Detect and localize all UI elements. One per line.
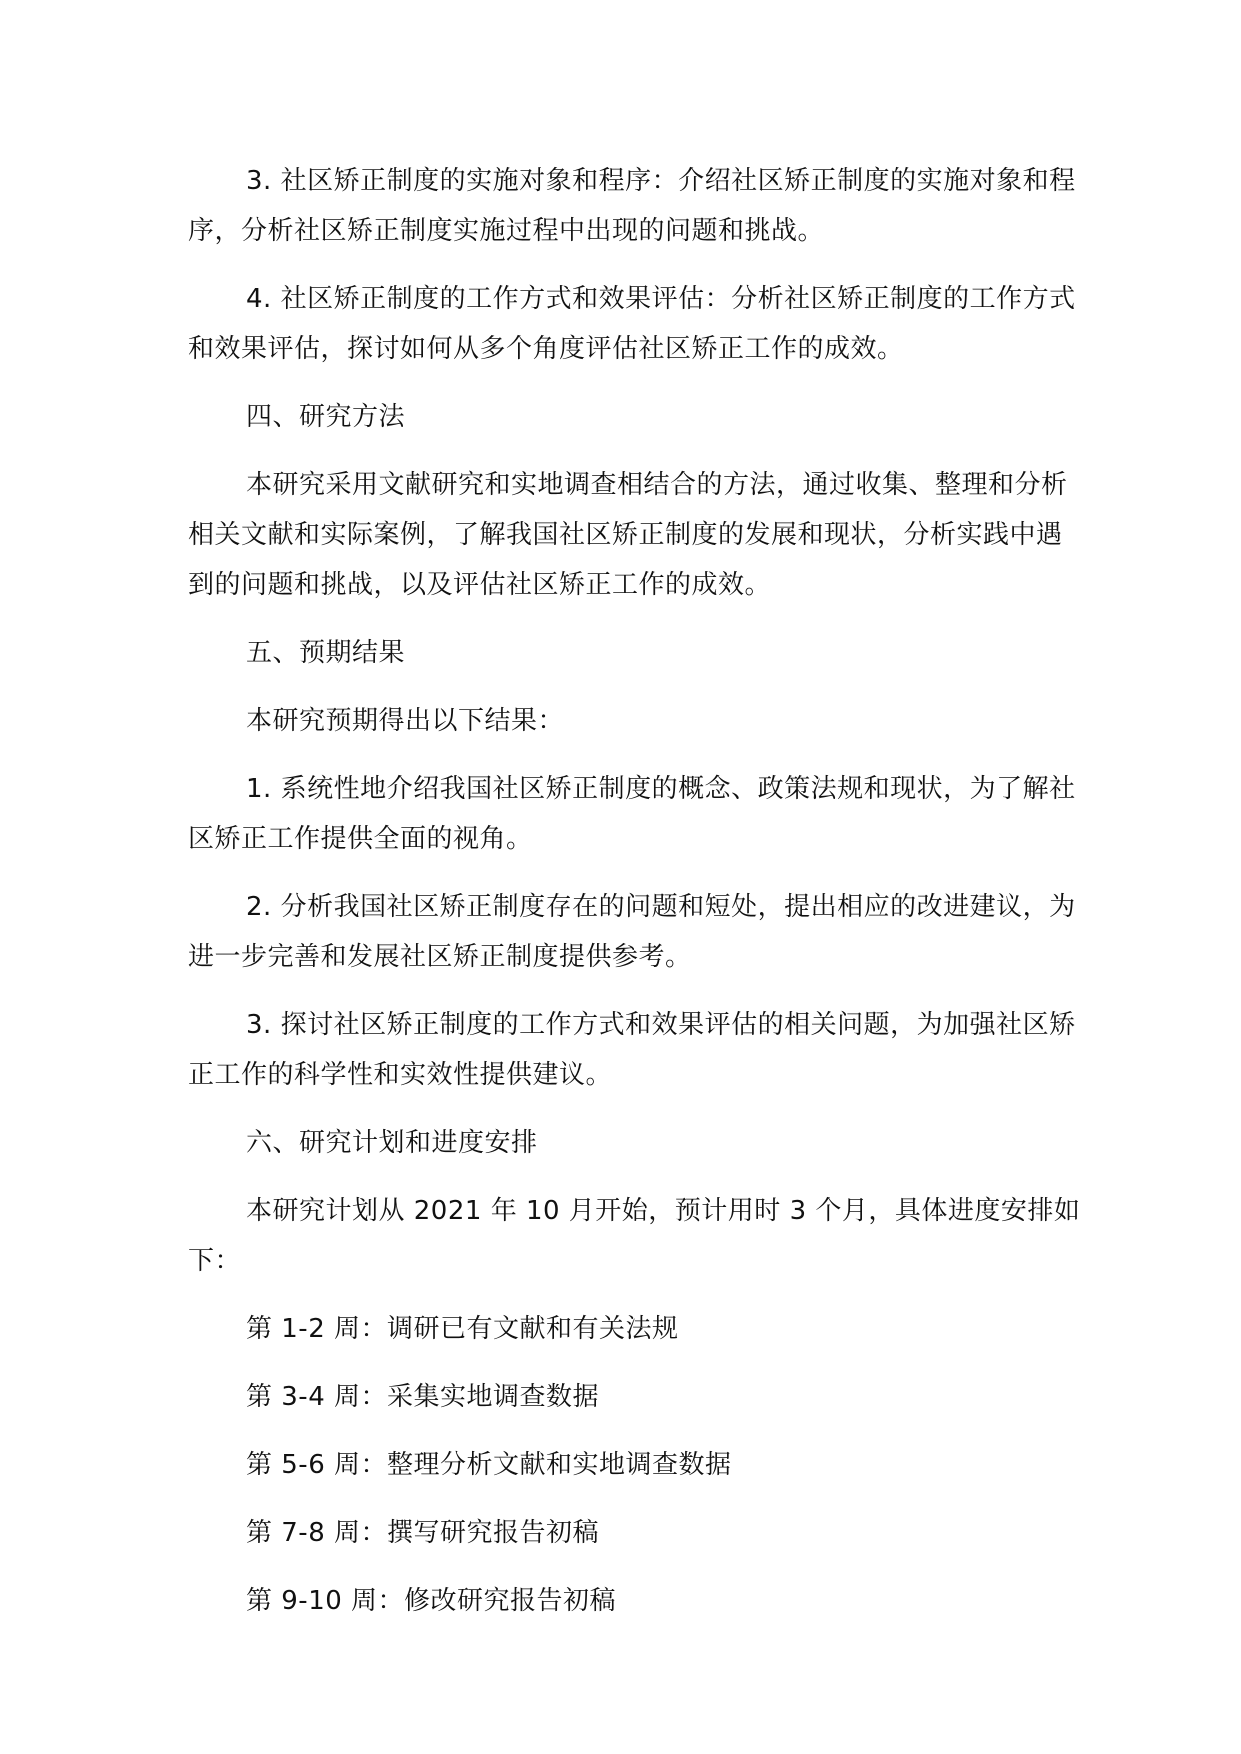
- paragraph-expected-result-2: 2. 分析我国社区矫正制度存在的问题和短处，提出相应的改进建议，为进一步完善和发展社区矫正制度提供参考。: [188, 892, 1076, 972]
- paragraph-implementation-objects: 3. 社区矫正制度的实施对象和程序：介绍社区矫正制度的实施对象和程序，分析社区矫正制度实施过程中出现的问题和挑战。: [188, 166, 1076, 246]
- section-heading-expected-results: 五、预期结果: [246, 638, 406, 668]
- paragraph-expected-result-1: 1. 系统性地介绍我国社区矫正制度的概念、政策法规和现状，为了解社区矫正工作提供全面的视角。: [188, 774, 1076, 854]
- schedule-item-weeks-1-2: 第 1-2 周：调研已有文献和有关法规: [246, 1314, 679, 1344]
- paragraph-research-plan-intro: 本研究计划从 2021 年 10 月开始，预计用时 3 个月，具体进度安排如下：: [188, 1196, 1081, 1276]
- schedule-item-weeks-7-8: 第 7-8 周：撰写研究报告初稿: [246, 1518, 599, 1548]
- document-body: [188, 156, 1088, 1644]
- schedule-item-weeks-5-6: 第 5-6 周：整理分析文献和实地调查数据: [246, 1450, 732, 1480]
- schedule-item-weeks-9-10: 第 9-10 周：修改研究报告初稿: [246, 1586, 617, 1616]
- section-heading-research-plan: 六、研究计划和进度安排: [246, 1128, 538, 1158]
- schedule-item-weeks-3-4: 第 3-4 周：采集实地调查数据: [246, 1382, 599, 1412]
- paragraph-expected-result-3: 3. 探讨社区矫正制度的工作方式和效果评估的相关问题，为加强社区矫正工作的科学性和实效性提供建议。: [188, 1010, 1076, 1090]
- paragraph-expected-results-intro: 本研究预期得出以下结果：: [246, 706, 565, 736]
- paragraph-work-methods-evaluation: 4. 社区矫正制度的工作方式和效果评估：分析社区矫正制度的工作方式和效果评估，探讨如何从多个角度评估社区矫正工作的成效。: [188, 284, 1076, 364]
- paragraph-research-methods: 本研究采用文献研究和实地调查相结合的方法，通过收集、整理和分析相关文献和实际案例，了解我国社区矫正制度的发展和现状，分析实践中遇到的问题和挑战，以及评估社区矫正工作的成效。: [188, 470, 1068, 600]
- section-heading-research-methods: 四、研究方法: [246, 402, 406, 432]
